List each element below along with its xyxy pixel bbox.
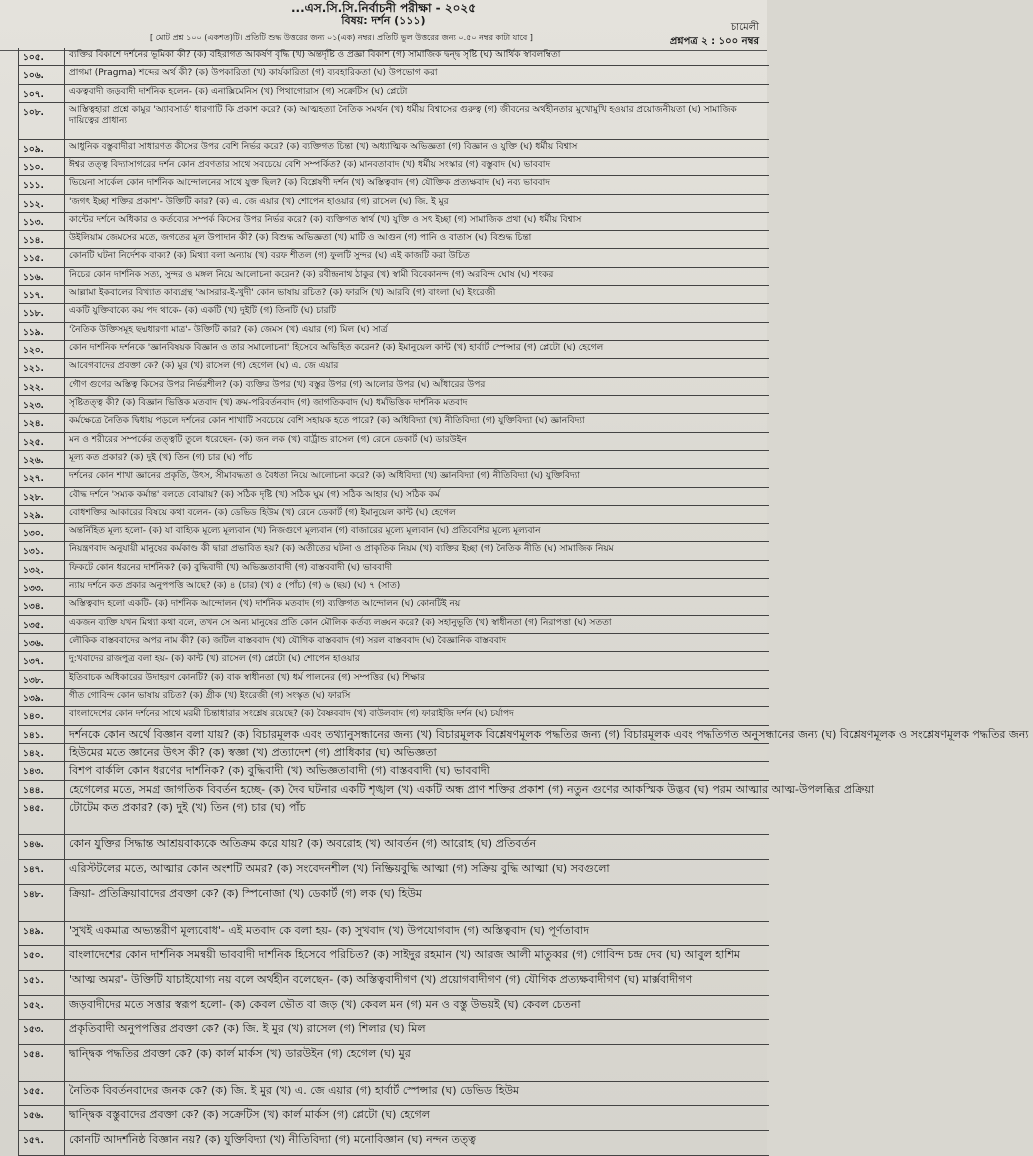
question-row xyxy=(19,634,769,652)
question-text: নিয়ন্ত্রণবাদ অনুযায়ী মানুষের কর্মকাণ্ড কী দ্বারা প্রভাবিত হয়? (ক) অতীতের ঘটনা ও প্রাকৃতিক নিয়ম (খ) ব্যক্তির ইচ্ছা (গ) নৈতিক নীতি (ঘ) সামাজিক নিয়ম xyxy=(69,544,614,555)
question-row xyxy=(19,616,769,634)
question-row xyxy=(19,48,769,66)
question-text: বাংলাদেশের কোন দর্শনের সাথে মরমী চিন্তাধারার সংশ্লেষ রয়েছে? (ক) বৈষ্ণববাদ (খ) বাউলবাদ (গ) ফারাইজি দর্শন (ঘ) চর্যাপদ xyxy=(69,709,514,720)
question-number: ১৪৮. xyxy=(19,885,65,921)
question-row xyxy=(19,671,769,689)
question-number: ১২৯. xyxy=(19,506,65,523)
question-text: ব্যক্তির বিকাশে দর্শনের ভূমিকা কী? (ক) বহিরাগত আকর্ষণ বৃদ্ধি (খ) অন্তর্দৃষ্টি ও প্রজ্ঞা বিকাশ (গ) সামাজিক দ্বন্দ্ব সৃষ্টি (ঘ) আর্থিক স্বাবলম্বিতা xyxy=(69,50,561,60)
question-row xyxy=(19,359,769,377)
question-number: ১৪০. xyxy=(19,707,65,724)
question-row xyxy=(19,176,769,194)
question-number: ১২০. xyxy=(19,341,65,358)
question-number: ১১২. xyxy=(19,195,65,212)
question-text: প্রাগমা (Pragma) শব্দের অর্থ কী? (ক) উপকারিতা (খ) কার্যকারিতা (গ) ব্যবহারিকতা (ঘ) উপভোগ করা xyxy=(69,68,438,79)
question-row xyxy=(19,378,769,396)
question-text: কর্মক্ষেত্রে নৈতিক দ্বিধায় পড়লে দর্শনের কোন শাখাটি সবচেয়ে বেশি সহায়ক হতে পারে? (ক) অধিবিদ্যা (খ) নীতিবিদ্যা (গ) যুক্তিবিদ্যা (ঘ) জ্ঞানবিদ্যা xyxy=(69,416,585,427)
question-row xyxy=(19,451,769,469)
question-number: ১৩৯. xyxy=(19,689,65,706)
question-text: 'নৈতিক উক্তিসমূহ ছদ্মধারণা মাত্র'- উক্তিটি কার? (ক) জেমস (খ) এয়ার (গ) মিল (ঘ) সার্ত্র xyxy=(69,324,388,335)
question-row xyxy=(19,488,769,506)
question-number: ১৪৯. xyxy=(19,922,65,946)
question-row xyxy=(19,85,769,103)
question-text: দর্শনের কোন শাখা জ্ঞানের প্রকৃতি, উৎস, সীমাবদ্ধতা ও বৈধতা নিয়ে আলোচনা করে? (ক) অধিবিদ্যা (খ) জ্ঞানবিদ্যা (গ) নীতিবিদ্যা (ঘ) যুক্তিবিদ্যা xyxy=(69,471,580,482)
question-text: 'সুখই একমাত্র অভ্যন্তরীণ মূল্যবোধ'- এই মতবাদ কে বলা হয়- (ক) সুখবাদ (খ) উপযোগবাদ (গ) অস্তিত্ববাদ (ঘ) পূর্ণতাবাদ xyxy=(69,923,590,937)
question-text: 'জগৎ ইচ্ছা শক্তির প্রকাশ'- উক্তিটি কার? (ক) এ. জে এয়ার (খ) শোপেন হাওয়ার (গ) রাসেল (ঘ) জি. ই মুর xyxy=(69,196,449,207)
question-number: ১০৫. xyxy=(19,48,65,65)
question-text: মূল্য কত প্রকার? (ক) দুই (খ) তিন (গ) চার (ঘ) পাঁচ xyxy=(69,452,253,463)
question-number: ১৩২. xyxy=(19,561,65,578)
question-number: ১২৬. xyxy=(19,451,65,468)
question-number: ১২৮. xyxy=(19,488,65,505)
question-row xyxy=(19,213,769,231)
question-text: কান্টের দর্শনে অধিকার ও কর্তব্যের সম্পর্ক কিসের উপর নির্ভর করে? (ক) ব্যক্তিগত স্বার্থ (খ) যুক্তি ও সৎ ইচ্ছা (গ) সামাজিক প্রথা (ঘ) ধর্মীয় বিশ্বাস xyxy=(69,214,582,225)
question-number: ১১১. xyxy=(19,176,65,193)
question-text: একটি যুক্তিবাক্যে কয় পদ থাকে- (ক) একটি (খ) দুইটি (গ) তিনটি (ঘ) চারটি xyxy=(69,306,336,317)
question-row xyxy=(19,561,769,579)
question-row xyxy=(19,835,769,860)
question-row xyxy=(19,799,769,836)
question-text: আস্তিত্বহারা প্রশ্নে কামুর 'অ্যাবসার্ড' ধারণাটি কি প্রকাশ করে? (ক) আত্মহত্যা নৈতিক সমর্থন (খ) ধর্মীয় বিশ্বাসের গুরুত্ব (গ) জীবনের অর্থহীনতার মুখোমুখি হওয়ার প্রয়োজনীয়তা (ঘ) সামাজিক দায়িত্বের প্রাধান্য xyxy=(69,104,737,126)
question-number: ১১৫. xyxy=(19,249,65,266)
question-number: ১৫১. xyxy=(19,971,65,995)
question-number: ১৫০. xyxy=(19,946,65,970)
exam-title: ...এস.সি.সি.নির্বাচনী পরীক্ষা - ২০২৫ xyxy=(290,1,477,15)
exam-instructions: [ মোট প্রশ্ন ১০০ (একশত)টি। প্রতিটি শুদ্ধ উত্তরের জন্য ০১(এক) নম্বর। প্রতিটি ভুল উত্তরের জন্য ০.৫০ নম্বর কাটা যাবে ] xyxy=(150,33,533,42)
question-number: ১২৭. xyxy=(19,469,65,486)
question-text: ন্যায় দর্শনে কত প্রকার অনুপপত্তি আছে? (ক) ৪ (চার) (খ) ৫ (পাঁচ) (গ) ৬ (ছয়) (ঘ) ৭ (সাত) xyxy=(69,581,401,592)
question-number: ১৪৩. xyxy=(19,762,65,779)
question-number: ১১৩. xyxy=(19,213,65,230)
question-number: ১৪৭. xyxy=(19,860,65,884)
question-row xyxy=(19,922,769,947)
question-row xyxy=(19,1045,769,1082)
question-text: বাংলাদেশের কোন দার্শনিক সমন্বয়ী ভাববাদী দার্শনিক হিসেবে পরিচিত? (ক) সাইদুর রহমান (খ) আরজ আলী মাতুব্বর (গ) গোবিন্দ চন্দ্র দেব (ঘ) আবুল হাশিম xyxy=(69,948,741,962)
question-row xyxy=(19,885,769,922)
question-text: অন্তর্নিহিত মূল্য হলো- (ক) যা বাহ্যিক মূল্যে মূল্যবান (খ) নিজগুণে মূল্যবান (গ) বাজারের মূল্যে মূল্যবান (ঘ) প্রতিবেশির মূল্যে মূল্যবান xyxy=(69,526,541,537)
question-text: আধুনিক বস্তুবাদীরা সাধারণত কীসের উপর বেশি নির্ভর করে? (ক) ব্যক্তিগত চিন্তা (খ) অধ্যাত্মিক অভিজ্ঞতা (গ) বিজ্ঞান ও যুক্তি (ঘ) ধর্মীয় বিশ্বাস xyxy=(69,141,578,152)
question-row xyxy=(19,396,769,414)
question-text: দ্বান্দ্বিক বস্তুবাদের প্রবক্তা কে? (ক) সক্রেটিস (খ) কার্ল মার্কস (গ) প্লেটো (ঘ) হেগেল xyxy=(69,1108,430,1122)
question-number: ১৪২. xyxy=(19,744,65,761)
question-text: বোধশক্তির আকারের বিষয়ে কথা বলেন- (ক) ডেভিড হিউম (খ) রেনে ডেকার্ট (গ) ইমানুয়েল কান্ট (ঘ) হেগেল xyxy=(69,507,456,518)
question-text: মন ও শরীরের সম্পর্কের তত্ত্বটি তুলে ধরেছেন- (ক) জন লক (খ) বার্ট্রান্ড রাসেল (গ) রেনে ডেকার্ট (ঘ) ডারউইন xyxy=(69,434,467,445)
question-row xyxy=(19,66,769,84)
question-text: ফিকটে কোন ধরনের দার্শনিক? (ক) বুদ্ধিবাদী (খ) অভিজ্ঞতাবাদী (গ) বাস্তববাদী (ঘ) ভাববাদী xyxy=(69,562,393,573)
question-number: ১৩৬. xyxy=(19,634,65,651)
question-number: ১৩৫. xyxy=(19,616,65,633)
question-text: কোনটি আদর্শনিষ্ঠ বিজ্ঞান নয়? (ক) যুক্তিবিদ্যা (খ) নীতিবিদ্যা (গ) মনোবিজ্ঞান (ঘ) নন্দন তত্ত্ব xyxy=(69,1133,476,1147)
question-number: ১২২. xyxy=(19,378,65,395)
question-text: গৌণ গুণের অস্তিত্ব কিসের উপর নির্ভরশীল? (ক) ব্যক্তির উপর (খ) বস্তুর উপর (গ) আলোর উপর (ঘ) আঁধারের উপর xyxy=(69,379,486,390)
question-row xyxy=(19,304,769,322)
question-row xyxy=(19,506,769,524)
question-number: ১৫৫. xyxy=(19,1082,65,1106)
question-text: বিশপ বার্কলি কোন ধরণের দার্শনিক? (ক) বুদ্ধিবাদী (খ) অভিজ্ঞতাবাদী (গ) বাস্তববাদী (ঘ) ভাববাদী xyxy=(69,764,490,778)
question-text: দ্বান্দ্বিক পদ্ধতির প্রবক্তা কে? (ক) কার্ল মার্কস (খ) ডারউইন (গ) হেগেল (ঘ) মুর xyxy=(69,1047,411,1061)
question-number: ১০৬. xyxy=(19,66,65,83)
question-row xyxy=(19,579,769,597)
question-number: ১৫৪. xyxy=(19,1045,65,1081)
question-number: ১১০. xyxy=(19,158,65,175)
question-row xyxy=(19,1131,769,1156)
question-row xyxy=(19,433,769,451)
question-text: টোটেম কত প্রকার? (ক) দুই (খ) তিন (গ) চার (ঘ) পাঁচ xyxy=(69,800,306,814)
question-row xyxy=(19,286,769,304)
question-number: ১১৮. xyxy=(19,304,65,321)
question-table xyxy=(18,48,1029,1156)
question-number: ১০৯. xyxy=(19,140,65,157)
question-text: হিউমের মতে জ্ঞানের উৎস কী? (ক) স্বজ্ঞা (খ) প্রত্যাদেশ (গ) প্রাধিকার (ঘ) অভিজ্ঞতা xyxy=(69,745,437,759)
question-row xyxy=(19,689,769,707)
question-number: ১১৭. xyxy=(19,286,65,303)
question-row xyxy=(19,781,875,799)
question-row xyxy=(19,158,769,176)
question-row xyxy=(19,103,769,140)
question-number: ১৪৫. xyxy=(19,799,65,835)
question-row xyxy=(19,1020,769,1045)
question-text: দু:খবাদের রাজপুত্র বলা হয়- (ক) কান্ট (খ) রাসেল (গ) প্লেটো (ঘ) শোপেন হাওয়ার xyxy=(69,654,360,665)
question-row xyxy=(19,414,769,432)
exam-subject: বিষয়: দর্শন (১১১) xyxy=(341,14,426,27)
question-number: ১৫৭. xyxy=(19,1131,65,1155)
question-number: ১৩৪. xyxy=(19,597,65,614)
question-row xyxy=(19,542,769,560)
question-row xyxy=(19,946,769,971)
question-row xyxy=(19,860,769,885)
question-number: ১৩৮. xyxy=(19,671,65,688)
question-text: ক্রিয়া- প্রতিক্রিয়াবাদের প্রবক্তা কে? (ক) স্পিনোজা (খ) ডেকার্ট (গ) লক (ঘ) হিউম xyxy=(69,886,422,900)
question-row xyxy=(19,323,769,341)
question-text: কোনটি ঘটনা নির্দেশক বাক্য? (ক) মিথ্যা বলা অন্যায় (খ) বরফ শীতল (গ) ফুলটি সুন্দর (ঘ) এই কাজটি করা উচিত xyxy=(69,251,470,262)
question-text: ঈশ্বর তত্ত্ব বিদ্যাসাগরের দর্শন কোন প্রবণতার সাথে সবচেয়ে বেশি সম্পর্কিত? (ক) মানবতাবাদ (খ) ধর্মীয় সংস্কার (গ) বস্তুবাদ (ঘ) ভাববাদ xyxy=(69,159,551,170)
question-text: লৌকিক বাস্তববাদের অপর নাম কী? (ক) জটিল বাস্তববাদ (খ) যৌগিক বাস্তববাদ (গ) সরল বাস্তববাদ (ঘ) বৈজ্ঞানিক বাস্তববাদ xyxy=(69,636,507,646)
question-number: ১২৫. xyxy=(19,433,65,450)
question-text: নৈতিক বিবর্তনবাদের জনক কে? (ক) জি. ই মুর (খ) এ. জে এয়ার (গ) হার্বার্ট স্পেন্সার (ঘ) ডেভিড হিউম xyxy=(69,1083,520,1097)
question-row xyxy=(19,744,769,762)
question-number: ১৫২. xyxy=(19,996,65,1020)
question-number: ১২৪. xyxy=(19,414,65,431)
question-number: ১৩৩. xyxy=(19,579,65,596)
question-row xyxy=(19,971,769,996)
exam-center: চামেলী xyxy=(730,22,759,33)
question-set: প্রশ্নপত্র ২ : ১০০ নম্বর xyxy=(669,36,759,47)
question-number: ১৩৭. xyxy=(19,652,65,669)
question-text: এরিস্টটলের মতে, আত্মার কোন অংশটি অমর? (ক) সংবেদনশীল (খ) নিষ্ক্রিয়বুদ্ধি আত্মা (গ) সক্রিয় বুদ্ধি আত্মা (ঘ) সবগুলো xyxy=(69,862,610,876)
question-number: ১৩১. xyxy=(19,542,65,559)
question-text: বৌদ্ধ দর্শনে 'সম্যক কর্মান্ত' বলতে বোঝায়? (ক) সঠিক দৃষ্টি (খ) সঠিক ঘুম (গ) সঠিক আহার (ঘ) সঠিক কর্ম xyxy=(69,489,440,500)
question-text: হেগেলের মতে, সমগ্র জাগতিক বিবর্তন হচ্ছে- (ক) দৈব ঘটনার একটি শৃঙ্খল (খ) একটি অন্ধ প্রাণ শক্তির প্রকাশ (গ) নতুন গুণের আকস্মিক উদ্ভব (ঘ) পরম আত্মার আত্ম-উপলব্ধির প্রক্রিয়া xyxy=(69,782,875,796)
question-row xyxy=(19,268,769,286)
question-text: 'আত্ম অমর'- উক্তিটি যাচাইযোগ্য নয় বলে অর্থহীন বলেছেন- (ক) অস্তিত্ববাদীগণ (খ) প্রয়োগবাদীগণ (গ) যৌগিক প্রত্যক্ষবাদীগণ (ঘ) মার্ক্সবাদীগণ xyxy=(69,972,693,986)
question-row xyxy=(19,707,769,725)
question-row xyxy=(19,249,769,267)
question-text: আল্লামা ইকবালের বিখ্যাত কাব্যগ্রন্থ 'আসরার-ই-খুদী' কোন ভাষায় রচিত? (ক) ফারসি (খ) আরবি (গ) বাংলা (ঘ) ইংরেজী xyxy=(69,288,496,299)
question-number: ১৫৬. xyxy=(19,1106,65,1130)
question-row xyxy=(19,469,769,487)
question-text: একত্ববাদী জড়বাদী দার্শনিক হলেন- (ক) এনাক্সিমেনিস (খ) পিথাগোরাস (গ) সক্রেটিস (ঘ) প্লেটো xyxy=(69,86,408,97)
question-row xyxy=(19,1106,769,1131)
question-text: ভিয়েনা সার্কেল কোন দার্শনিক আন্দোলনের সাথে যুক্ত ছিল? (ক) বিশ্লেষণী দর্শন (খ) অস্তিত্ববাদ (গ) যৌক্তিক প্রত্যক্ষবাদ (ঘ) নব্য ভাববাদ xyxy=(69,178,550,189)
exam-header xyxy=(0,0,767,51)
question-text: প্রকৃতিবাদী অনুপপত্তির প্রবক্তা কে? (ক) জি. ই মুর (খ) রাসেল (গ) শিলার (ঘ) মিল xyxy=(69,1022,426,1036)
question-number: ১২১. xyxy=(19,359,65,376)
question-row xyxy=(19,726,1029,744)
question-text: জড়বাদীদের মতে সত্তার স্বরূপ হলো- (ক) কেবল ভৌত বা জড় (খ) কেবল মন (গ) মন ও বস্তু উভয়ই (ঘ) কেবল চেতনা xyxy=(69,997,581,1011)
question-text: উইলিয়াম জেমসের মতে, জগতের মূল উপাদান কী? (ক) বিশুদ্ধ অভিজ্ঞতা (খ) মাটি ও আগুন (গ) পানি ও বাতাস (ঘ) বিশুদ্ধ চিন্তা xyxy=(69,233,532,244)
question-row xyxy=(19,762,769,780)
question-row xyxy=(19,231,769,249)
question-text: দর্শনকে কোন অর্থে বিজ্ঞান বলা যায়? (ক) বিচারমূলক এবং তথ্যানুসন্ধানের জন্য (খ) বিচারমূলক বিশ্লেষণমূলক পদ্ধতির জন্য (গ) বিচারমূলক এবং পদ্ধতিগত অনুসন্ধানের জন্য (ঘ) বিশ্লেষণমূলক ও সংশ্লেষণমূলক পদ্ধতির জন্য xyxy=(69,727,1029,741)
question-number: ১৪৬. xyxy=(19,835,65,859)
question-text: ইতিবাচক অধিকারের উদাহরণ কোনটি? (ক) বাক স্বাধীনতা (খ) ধর্ম পালনের (গ) সম্পত্তির (ঘ) শিক্ষার xyxy=(69,672,426,683)
question-number: ১৩০. xyxy=(19,524,65,541)
question-text: একজন ব্যক্তি যখন মিথ্যা কথা বলে, তখন সে অন্য মানুষের প্রতি কোন মৌলিক কর্তব্য লঙ্ঘন করে? (ক) সহানুভূতি (খ) স্বাধীনতা (গ) নিরাপত্তা (ঘ) সততা xyxy=(69,617,612,628)
question-row xyxy=(19,1082,769,1107)
question-row xyxy=(19,652,769,670)
question-row xyxy=(19,524,769,542)
question-text: আবেগবাদের প্রবক্তা কে? (ক) মুর (খ) রাসেল (গ) হেগেল (ঘ) এ. জে এয়ার xyxy=(69,361,339,372)
question-number: ১৪১. xyxy=(19,726,65,743)
question-text: নিচের কোন দার্শনিক সত্য, সুন্দর ও মঙ্গল নিয়ে আলোচনা করেন? (ক) রবীন্দ্রনাথ ঠাকুর (খ) স্বামী বিবেকানন্দ (গ) অরবিন্দ ঘোষ (ঘ) শংকর xyxy=(69,269,554,280)
question-text: সৃষ্টিতত্ত্ব কী? (ক) বিজ্ঞান ভিত্তিক মতবাদ (খ) ক্রম-পরিবর্তনবাদ (গ) জাগতিকবাদ (ঘ) ধর্মভিত্তিক দার্শনিক মতবাদ xyxy=(69,397,468,408)
question-text: গীত গোবিন্দ কোন ভাষায় রচিত? (ক) গ্রীক (খ) ইংরেজী (গ) সংস্কৃত (ঘ) ফারসি xyxy=(69,690,351,701)
question-number: ১১৬. xyxy=(19,268,65,285)
question-row xyxy=(19,597,769,615)
question-row xyxy=(19,195,769,213)
question-text: কোন দার্শনিক দর্শনকে 'জ্ঞানবিষয়ক বিজ্ঞান ও তার সমালোচনা' হিসেবে অভিহিত করেন? (ক) ইমানুয়েল কান্ট (খ) হার্বার্ট স্পেন্সার (গ) প্লেটো (ঘ) হেগেল xyxy=(69,343,604,353)
question-number: ১২৩. xyxy=(19,396,65,413)
question-number: ১০৮. xyxy=(19,103,65,139)
question-text: কোন যুক্তির সিদ্ধান্ত আশ্রয়বাক্যকে অতিক্রম করে যায়? (ক) অবরোহ (খ) আবর্তন (গ) আরোহ (ঘ) প্রতিবর্তন xyxy=(69,837,537,851)
question-text: অস্তিত্ববাদ হলো একটি- (ক) দার্শনিক আন্দোলন (খ) দার্শনিক মতবাদ (গ) ব্যক্তিগত আন্দোলন (ঘ) কোনটিই নয় xyxy=(69,599,461,610)
question-row xyxy=(19,341,769,359)
question-number: ১৪৪. xyxy=(19,781,65,798)
question-row xyxy=(19,140,769,158)
question-number: ১১৪. xyxy=(19,231,65,248)
question-number: ১১৯. xyxy=(19,323,65,340)
question-number: ১৫৩. xyxy=(19,1020,65,1044)
question-row xyxy=(19,996,769,1021)
question-number: ১০৭. xyxy=(19,85,65,102)
